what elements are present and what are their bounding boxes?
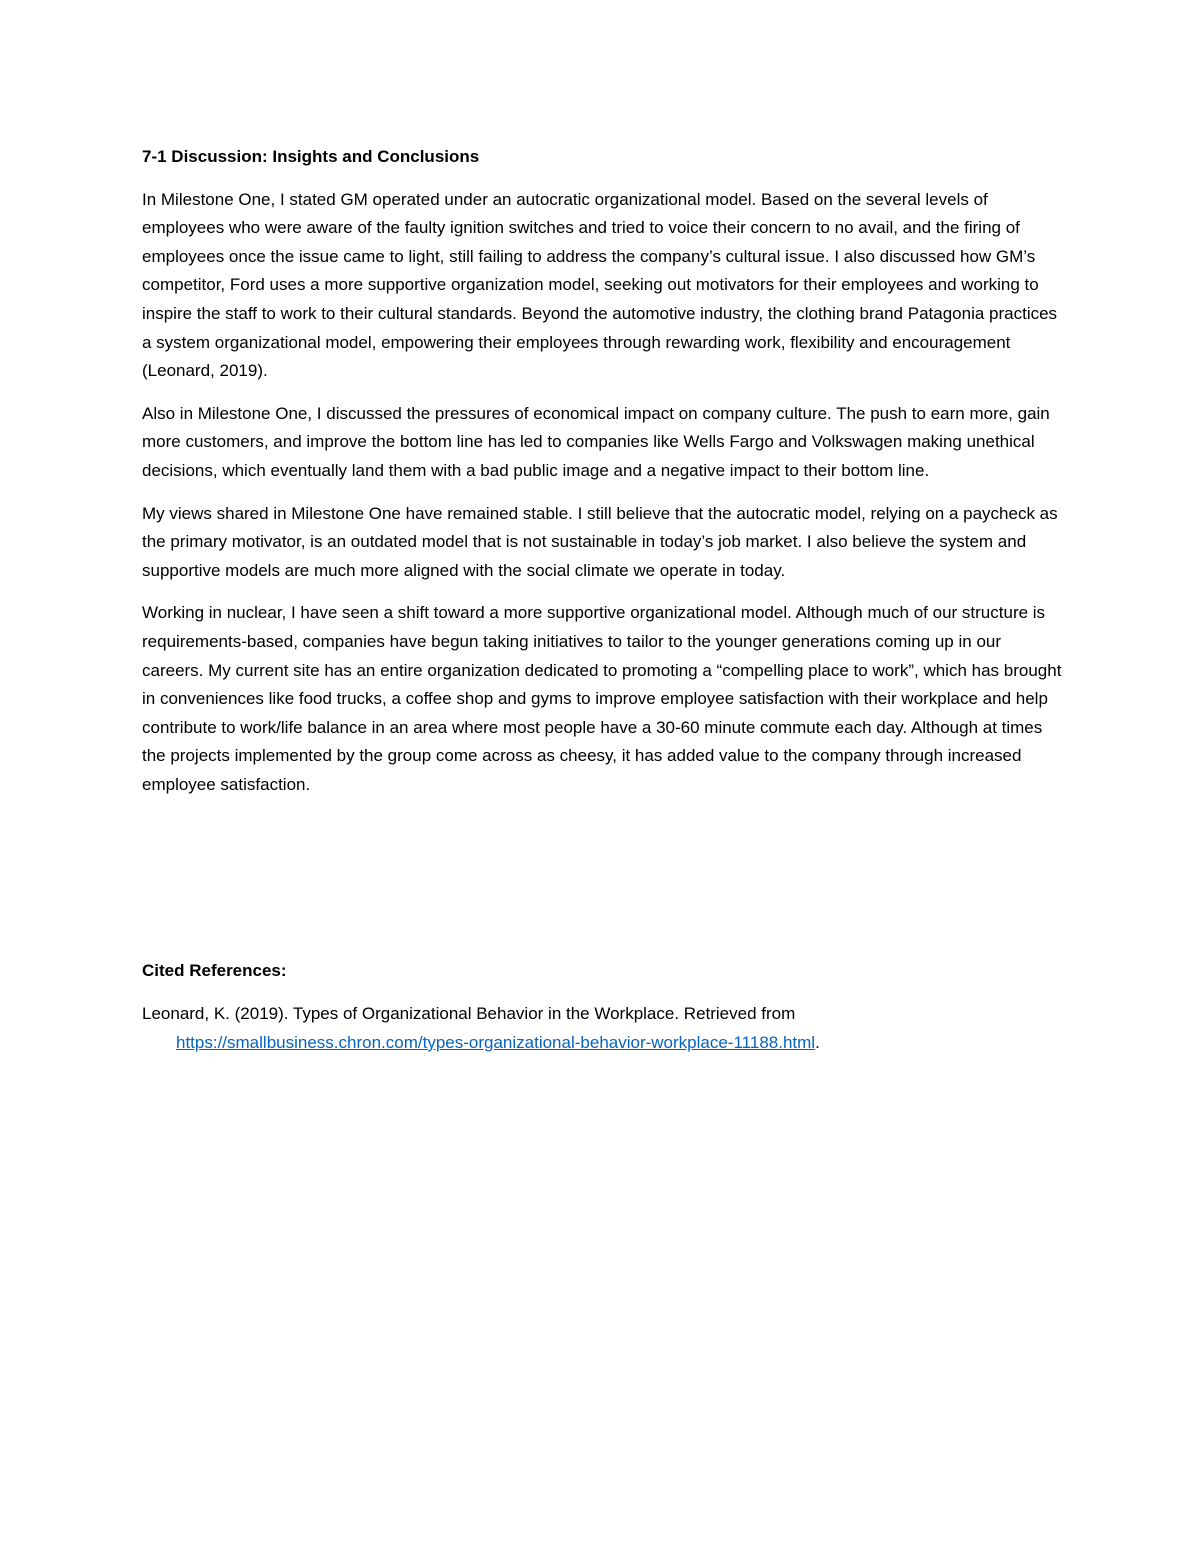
paragraph-1: In Milestone One, I stated GM operated under an autocratic organizational model. Based on the several levels of employees who were aware of the faulty ignition switches and tried to voice their concern to no avail, and the firing of employees once the issue came to light, still failing to address the company’s cultural issue. I also discussed how GM’s competitor, Ford uses a more supportive organization model, seeking out motivators for their employees and working to inspire the staff to work to their cultural standards. Beyond the automotive industry, the clothing brand Patagonia practices a system organizational model, empowering their employees through rewarding work, flexibility and encouragement (Leonard, 2019). xyxy=(142,189,1058,381)
paragraph-3: My views shared in Milestone One have remained stable. I still believe that the autocratic model, relying on a paycheck as the primary motivator, is an outdated model that is not sustainable in today’s job market. I also believe the system and supportive models are much more aligned with the social climate we operate in today. xyxy=(142,503,1058,580)
paragraph-2: Also in Milestone One, I discussed the pressures of economical impact on company culture. The push to earn more, gain more customers, and improve the bottom line has led to companies like Wells Fargo and Volkswagen making unethical decisions, which eventually land them with a bad public image and a negative impact to their bottom line. xyxy=(142,403,1050,480)
reference-link[interactable]: https://smallbusiness.chron.com/types-organizational-behavior-workplace-11188.html xyxy=(176,1032,816,1052)
blank-space xyxy=(142,813,1062,957)
document-title: 7-1 Discussion: Insights and Conclusions xyxy=(142,147,480,166)
reference-suffix: . xyxy=(815,1032,820,1052)
reference-entry xyxy=(142,1000,1062,1057)
references-heading: Cited References: xyxy=(142,961,287,981)
document-page xyxy=(142,143,1062,1057)
reference-text: Leonard, K. (2019). Types of Organizational Behavior in the Workplace. Retrieved from xyxy=(142,1004,796,1024)
paragraph-4: Working in nuclear, I have seen a shift toward a more supportive organizational model. Although much of our structure is requirements-based, companies have begun taking initiatives to tailor to the younger generations coming up in our careers. My current site has an entire organization dedicated to promoting a “compelling place to work”, which has brought in conveniences like food trucks, a coffee shop and gyms to improve employee satisfaction with their workplace and help contribute to work/life balance in an area where most people have a 30-60 minute commute each day. Although at times the projects implemented by the group come across as cheesy, it has added value to the company through increased employee satisfaction. xyxy=(142,603,1062,794)
